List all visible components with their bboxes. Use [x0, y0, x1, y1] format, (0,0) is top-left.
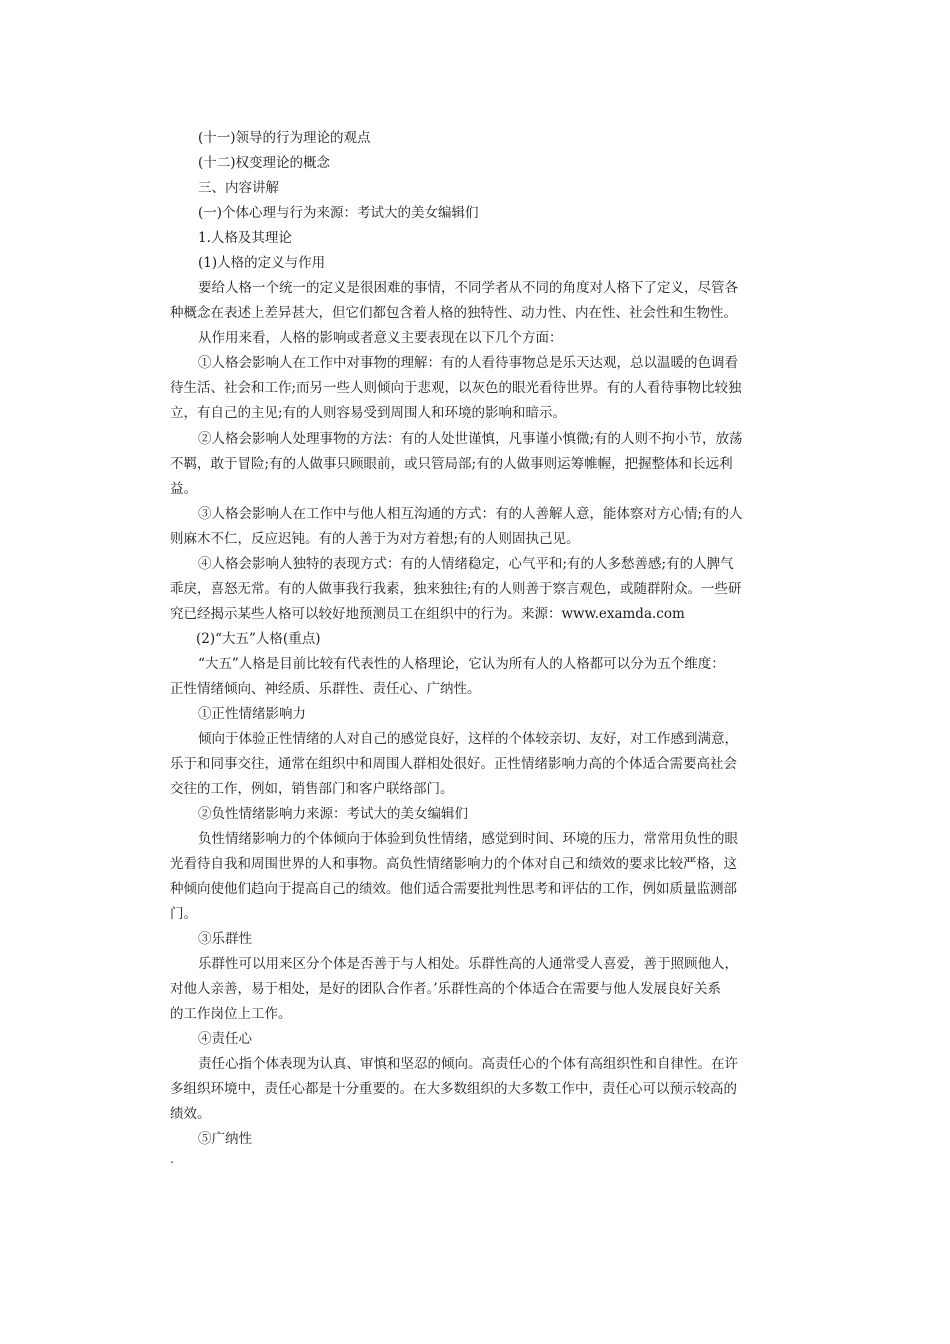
heading-line: 1.人格及其理论	[198, 230, 292, 246]
heading-line: (十一)领导的行为理论的观点	[198, 130, 371, 146]
body-line: 交往的工作，例如，销售部门和客户联络部门。	[170, 781, 454, 797]
heading-line: (1)人格的定义与作用	[198, 255, 326, 271]
body-line: 种概念在表述上差异甚大，但它们都包含着人格的独特性、动力性、内在性、社会性和生物性。	[170, 305, 737, 321]
body-line: 的工作岗位上工作。	[170, 1006, 292, 1022]
body-line: ②人格会影响人处理事物的方法：有的人处世谨慎，凡事谨小慎微;有的人则不拘小节，放荡	[198, 431, 743, 447]
body-line: 负性情绪影响力的个体倾向于体验到负性情绪，感觉到时间、环境的压力，常常用负性的眼	[198, 831, 738, 847]
heading-line: (2)“大五”人格(重点)	[196, 631, 321, 647]
body-line: ④人格会影响人独特的表现方式：有的人情绪稳定，心气平和;有的人多愁善感;有的人脾气	[198, 556, 734, 572]
heading-line: ⑤广纳性	[198, 1131, 252, 1147]
body-line: 对他人亲善，易于相处，是好的团队合作者。’乐群性高的个体适合在需要与他人发展良好关系	[170, 981, 722, 997]
body-line: 乐于和同事交往，通常在组织中和周围人群相处很好。正性情绪影响力高的个体适合需要高社会	[170, 756, 737, 772]
body-line: ③人格会影响人在工作中与他人相互沟通的方式：有的人善解人意，能体察对方心情;有的人	[198, 506, 743, 522]
body-line: 责任心指个体表现为认真、审慎和坚忍的倾向。高责任心的个体有高组织性和自律性。在许	[198, 1056, 738, 1072]
heading-line: ①正性情绪影响力	[198, 706, 306, 722]
body-line: ①人格会影响人在工作中对事物的理解：有的人看待事物总是乐天达观，总以温暖的色调看	[198, 355, 738, 371]
body-line: 门。	[170, 906, 197, 922]
heading-line: ③乐群性	[198, 931, 252, 947]
body-line: 倾向于体验正性情绪的人对自己的感觉良好，这样的个体较亲切、友好，对工作感到满意，	[198, 731, 738, 747]
body-line: 从作用来看，人格的影响或者意义主要表现在以下几个方面：	[198, 330, 563, 346]
body-line: “大五”人格是目前比较有代表性的人格理论，它认为所有人的人格都可以分为五个维度：	[198, 656, 725, 672]
heading-line: ②负性情绪影响力来源：考试大的美女编辑们	[198, 806, 468, 822]
heading-line: (十二)权变理论的概念	[198, 155, 331, 171]
body-line: 要给人格一个统一的定义是很困难的事情，不同学者从不同的角度对人格下了定义，尽管各	[198, 280, 738, 296]
body-line: 正性情绪倾向、神经质、乐群性、责任心、广纳性。	[170, 681, 481, 697]
body-line: 乖戾，喜怒无常。有的人做事我行我素，独来独往;有的人则善于察言观色，或随群附众。一些研	[170, 581, 742, 597]
body-line: 乐群性可以用来区分个体是否善于与人相处。乐群性高的人通常受人喜爱，善于照顾他人，	[198, 956, 738, 972]
body-line: 则麻木不仁，反应迟钝。有的人善于为对方着想;有的人则固执己见。	[170, 531, 580, 547]
body-line: 绩效。	[170, 1106, 211, 1122]
heading-line: 三、内容讲解	[198, 180, 279, 196]
body-line: 光看待自我和周围世界的人和事物。高负性情绪影响力的个体对自己和绩效的要求比较严格，这	[170, 856, 737, 872]
body-line: 不羁，敢于冒险;有的人做事只顾眼前，或只管局部;有的人做事则运筹帷幄，把握整体和长远利	[170, 456, 733, 472]
heading-line: ④责任心	[198, 1031, 252, 1047]
body-line: 多组织环境中，责任心都是十分重要的。在大多数组织的大多数工作中，责任心可以预示较高的	[170, 1081, 737, 1097]
trailing-mark: .	[170, 1152, 174, 1166]
body-line: 究已经揭示某些人格可以较好地预测员工在组织中的行为。来源：www.examda.com	[170, 606, 685, 622]
body-line: 待生活、社会和工作;而另一些人则倾向于悲观，以灰色的眼光看待世界。有的人看待事物比较独	[170, 380, 742, 396]
heading-line: (一)个体心理与行为来源：考试大的美女编辑们	[198, 205, 479, 221]
body-line: 益。	[170, 481, 197, 497]
body-line: 种倾向使他们趋向于提高自己的绩效。他们适合需要批判性思考和评估的工作，例如质量监测部	[170, 881, 737, 897]
body-line: 立，有自己的主见;有的人则容易受到周围人和环境的影响和暗示。	[170, 405, 567, 421]
